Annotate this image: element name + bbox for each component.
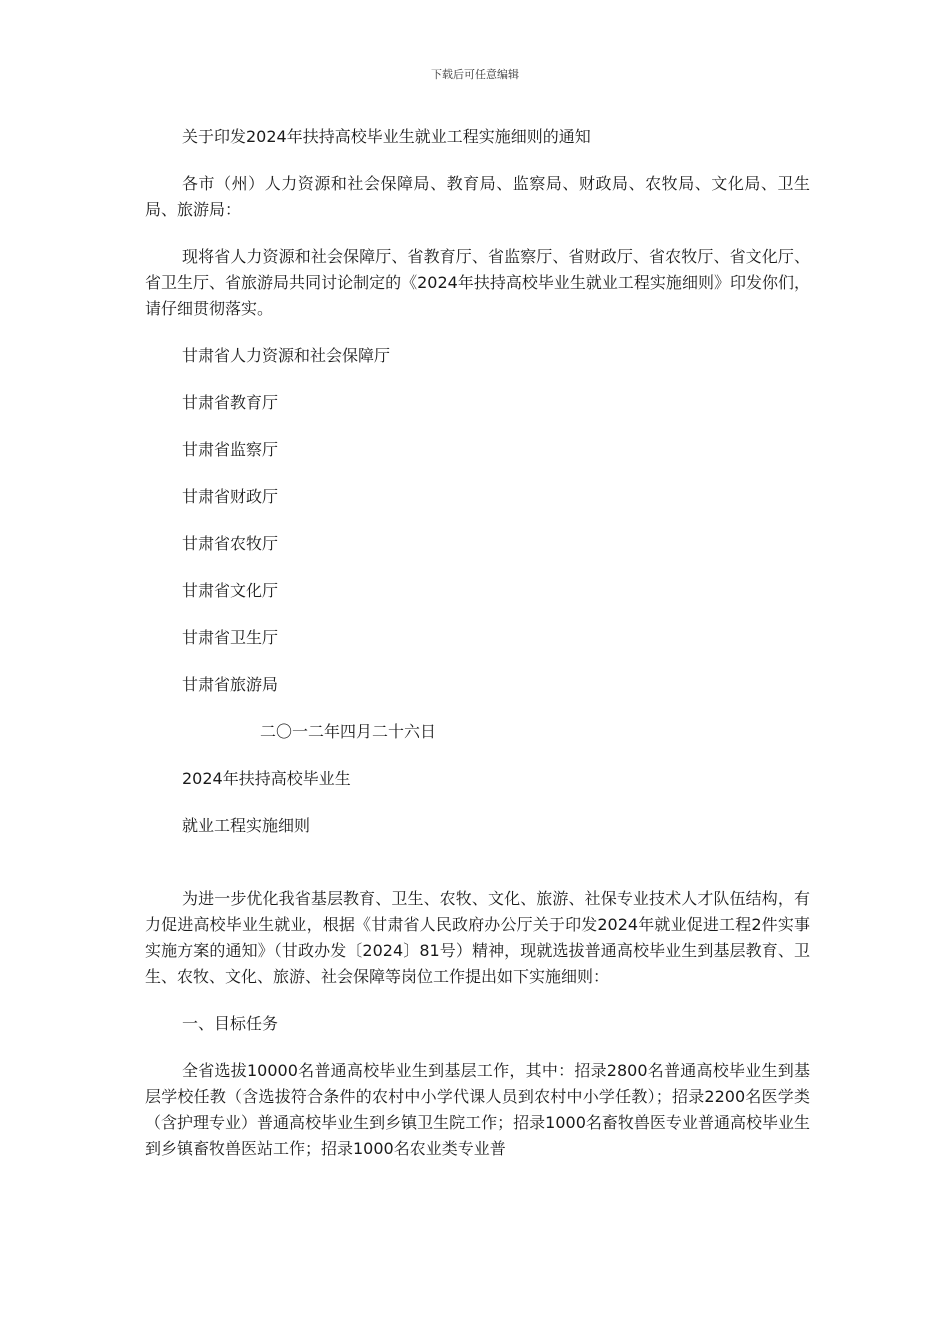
subtitle-line-1: 2024年扶持高校毕业生 — [182, 769, 351, 788]
signatory: 甘肃省教育厅 — [182, 393, 279, 412]
signatory: 甘肃省文化厅 — [182, 581, 279, 600]
body-paragraph-2: 全省选拔10000名普通高校毕业生到基层工作，其中：招录2800名普通高校毕业生到基层学校任教（含选拔符合条件的农村中小学代课人员到农村中小学任教）；招录2200名医学类（含护理专业）普通高校毕业生到乡镇卫生院工作；招录1000名畜牧兽医专业普通高校毕业生到乡镇畜牧兽医站工作；招录1000名农业类专业普 — [145, 1061, 810, 1158]
blank-spacer — [145, 839, 810, 886]
signatory: 甘肃省农牧厅 — [182, 534, 279, 553]
addressees: 各市（州）人力资源和社会保障局、教育局、监察局、财政局、农牧局、文化局、卫生局、旅游局： — [145, 174, 810, 219]
document-body — [145, 124, 810, 1162]
header-note: 下载后可任意编辑 — [431, 68, 519, 81]
intro-paragraph: 现将省人力资源和社会保障厅、省教育厅、省监察厅、省财政厅、省农牧厅、省文化厅、省卫生厅、省旅游局共同讨论制定的《2024年扶持高校毕业生就业工程实施细则》印发你们，请仔细贯彻落实。 — [145, 247, 810, 318]
notice-title: 关于印发2024年扶持高校毕业生就业工程实施细则的通知 — [182, 127, 591, 146]
subtitle-line-2: 就业工程实施细则 — [182, 816, 311, 835]
section-heading: 一、目标任务 — [182, 1014, 279, 1033]
body-paragraph-1: 为进一步优化我省基层教育、卫生、农牧、文化、旅游、社保专业技术人才队伍结构，有力促进高校毕业生就业，根据《甘肃省人民政府办公厅关于印发2024年就业促进工程2件实事实施方案的通知》（甘政办发〔2024〕81号）精神，现就选拔普通高校毕业生到基层教育、卫生、农牧、文化、旅游、社会保障等岗位工作提出如下实施细则： — [145, 889, 810, 986]
signatory: 甘肃省监察厅 — [182, 440, 279, 459]
signatory: 甘肃省财政厅 — [182, 487, 279, 506]
signatory: 甘肃省人力资源和社会保障厅 — [182, 346, 391, 365]
issue-date: 二〇一二年四月二十六日 — [260, 722, 437, 741]
signatory: 甘肃省旅游局 — [182, 675, 279, 694]
signatory: 甘肃省卫生厅 — [182, 628, 279, 647]
